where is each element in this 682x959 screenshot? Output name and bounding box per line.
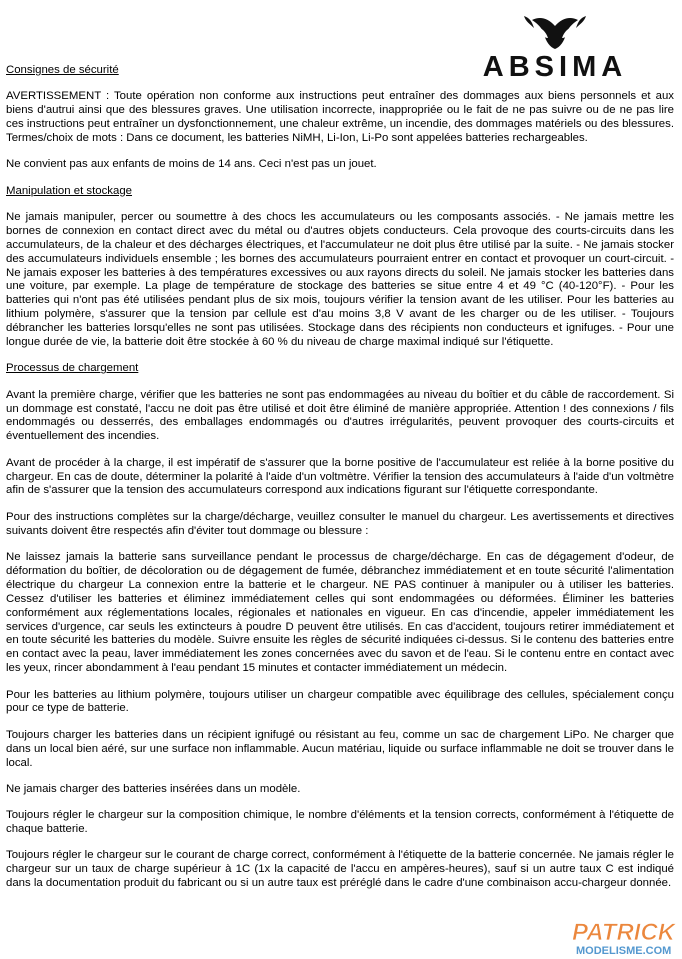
document-body [6,64,674,903]
paragraph: Pour des instructions complètes sur la charge/décharge, veuillez consulter le manuel du chargeur. Les avertissements et directives suivants doivent être respectés afin d'éviter tout dommage ou blessure : [6,510,674,537]
paragraph: Ne jamais charger des batteries insérées dans un modèle. [6,782,301,795]
paragraph: Toujours charger les batteries dans un récipient ignifugé ou résistant au feu, comme un sac de chargement LiPo. Ne charger que dans un local bien aéré, sur une surface non inflammable. Aucun matériau, liquide ou surface inflammable ne doit se trouver dans le local. [6,728,674,769]
watermark-logo [568,912,680,958]
brand-wordmark: ABSIMA [482,51,628,80]
heading-safety: Consignes de sécurité [6,64,119,76]
heading-charging: Processus de chargement [6,362,139,375]
paragraph: Ne convient pas aux enfants de moins de 14 ans. Ceci n'est pas un jouet. [6,158,377,171]
paragraph: Ne laissez jamais la batterie sans surveillance pendant le processus de charge/décharge. En cas de dégagement d'odeur, de déformation du boîtier, de décoloration ou de dégagement de fumée, débranchez immédiatement et en toute sécurité l'alimentation électrique du chargeur La connexion entre la batterie et le chargeur. NE PAS continuer à manipuler ou à utiliser les batteries. Cessez d'utiliser les batteries et éliminez immédiatement celles qui sont endommagées ou déformées. Éliminer les batteries conformément aux réglementations locales, régionales et nationales en vigueur. En cas d'incendie, appeler immédiatement les services d'urgence, car seuls les extincteurs à poudre D peuvent être utilisés. En cas d'accident, toujours retirer immédiatement et en toute sécurité les batteries du modèle. Suivre ensuite les règles de sécurité indiquées ci-dessus. Si le contenu des batteries entre en contact avec la peau, laver immédiatement les zones concernées avec du savon et de l'eau. Si le contenu entre en contact avec les yeux, rincer abondamment à l'eau pendant 15 minutes et contacter immédiatement un médecin. [6,550,674,675]
paragraph: Avant la première charge, vérifier que les batteries ne sont pas endommagées au niveau du boîtier et du câble de raccordement. Si un dommage est constaté, l'accu ne doit pas être utilisé et doit être éliminé de manière appropriée. Attention ! des connexions / fils endommagés ou desserrés, des emballages endommagés ou d'autres irrégularités, peuvent provoquer des courts-circuits et éventuellement des incendies. [6,388,674,443]
paragraph: Avant de procéder à la charge, il est impératif de s'assurer que la borne positive de l'accumulateur est reliée à la borne positive du chargeur. En cas de doute, déterminer la polarité à l'aide d'un voltmètre. Vérifier la tension des accumulateurs à l'aide d'un voltmètre afin de s'assurer que la tension des accumulateurs correspond aux indications figurant sur l'étiquette correspondante. [6,456,674,497]
paragraph: Toujours régler le chargeur sur le courant de charge correct, conformément à l'étiquette de la batterie concernée. Ne jamais régler le chargeur sur un taux de charge supérieur à 1C (1x la capacité de l'accu en ampères-heures), sauf si un autre taux C est indiqué dans la documentation produit du fabricant ou si un autre taux est préréglé dans le cadre d'une combinaison accu-chargeur donnée. [6,849,674,890]
paragraph: Ne jamais manipuler, percer ou soumettre à des chocs les accumulateurs ou les composants associés. - Ne jamais mettre les bornes de connexion en contact direct avec du métal ou d'autres objets conducteurs. Cela provoque des courts-circuits dans les accumulateurs, de la chaleur et des décharges électriques, et l'accumulateur ne doit plus être utilisé par la suite. - Ne jamais stocker des accumulateurs individuels ensemble ; les bornes des accumulateurs pourraient entrer en contact et provoquer un court-circuit. - Ne jamais exposer les batteries à des températures excessives ou aux rayons directs du soleil. Ne jamais stocker les batteries dans une voiture, par exemple. La plage de température de stockage des batteries se situe entre 4 et 49 °C (40-120°F). - Pour les batteries qui n'ont pas été utilisées pendant plus de six mois, toujours vérifier la tension avant de les utiliser. Pour les batteries au lithium polymère, s'assurer que la tension par cellule est d'au moins 3,8 V avant de les charger ou de les utiliser. - Toujours débrancher les batteries lorsqu'elles ne sont pas utilisées. Stockage dans des récipients non conducteurs et ignifuges. - Pour une longue durée de vie, la batterie doit être stockée à 60 % du niveau de charge maximal indiqué sur l'étiquette. [6,210,674,349]
eagle-emblem-icon [524,16,586,49]
watermark-subtitle: MODELISME.COM [576,945,672,957]
paragraph: Pour les batteries au lithium polymère, toujours utiliser un chargeur compatible avec équilibrage des cellules, spécialement conçu pour ce type de batterie. [6,688,674,715]
watermark-title: PATRICK [572,919,676,946]
paragraph: Toujours régler le chargeur sur la composition chimique, le nombre d'éléments et la tension corrects, conformément à l'étiquette de chaque batterie. [6,809,674,836]
paragraph: AVERTISSEMENT : Toute opération non conforme aux instructions peut entraîner des dommages aux biens personnels et aux biens d'autrui ainsi que des blessures graves. Une utilisation incorrecte, inappropriée ou le fait de ne pas suivre ou de ne pas lire ces instructions peut entraîner un dysfonctionnement, une chaleur extrême, un incendie, des dommages matériels ou des blessures. Termes/choix de mots : Dans ce document, les batteries NiMH, Li-Ion, Li-Po sont appelées batteries rechargeables. [6,90,674,145]
heading-handling: Manipulation et stockage [6,184,133,197]
